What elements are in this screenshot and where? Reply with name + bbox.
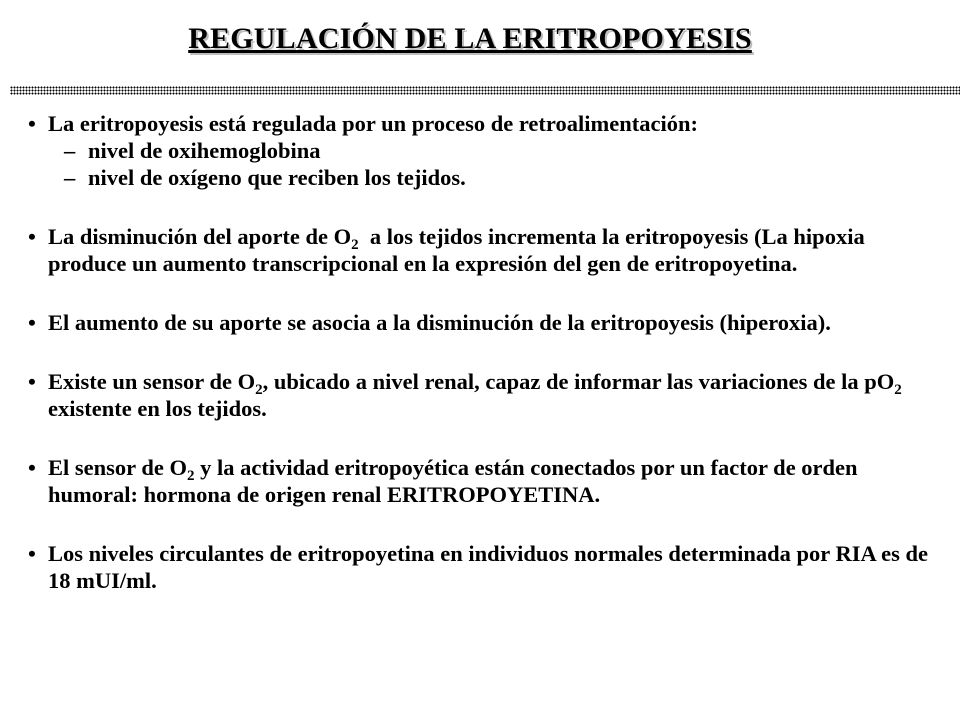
slide-title: REGULACIÓN DE LA ERITROPOYESIS [188, 22, 752, 55]
subscript: 2 [255, 382, 263, 398]
bullet-text-pre: La disminución del aporte de O [48, 224, 352, 249]
sub-item-oxygen [28, 164, 948, 191]
bullet-item-sensor [28, 368, 948, 422]
bullet-text-post: a los tejidos incrementa la eritropoyesis (La hipoxia produce un aumento transcripcional en la expresión del gen de eritropoyetina. [48, 224, 871, 276]
bullet-item-regulation [28, 110, 948, 137]
bullet-text: La eritropoyesis está regulada por un proceso de retroalimentación: [48, 111, 698, 136]
sub-item-oxyhemoglobin [28, 137, 948, 164]
bullet-icon: • [28, 111, 36, 136]
bullet-text: El aumento de su aporte se asocia a la disminución de la eritropoyesis (hiperoxia). [48, 310, 831, 335]
bullet-text-post: y la actividad eritropoyética están conectados por un factor de orden humoral: hormona de origen renal ERITROPOYETINA. [48, 455, 858, 507]
bullet-text-mid: , ubicado a nivel renal, capaz de informar las variaciones de la pO [262, 369, 895, 394]
subscript: 2 [351, 237, 359, 253]
subscript: 2 [894, 382, 902, 398]
bullet-icon: • [28, 455, 36, 480]
bullet-icon: • [28, 310, 36, 335]
bullet-text-pre: El sensor de O [48, 455, 187, 480]
bullet-text-post: existente en los tejidos. [48, 369, 914, 421]
bullet-item-hypoxia [28, 223, 948, 277]
bullet-text: Los niveles circulantes de eritropoyetina en individuos normales determinada por RIA es de 18 mUI/ml. [48, 541, 929, 593]
dotted-divider [10, 86, 960, 95]
bullet-icon: • [28, 224, 36, 249]
sub-item-text: nivel de oxihemoglobina [88, 138, 321, 163]
subscript: 2 [186, 468, 195, 484]
bullet-icon: • [28, 369, 36, 394]
bullet-list [28, 110, 948, 594]
bullet-icon: • [28, 541, 36, 566]
bullet-item-humoral-factor [28, 454, 948, 508]
sub-item-text: nivel de oxígeno que reciben los tejidos. [88, 165, 466, 190]
bullet-item-circulating-levels [28, 540, 948, 594]
dash-icon: – [64, 165, 76, 190]
bullet-text-pre: Existe un sensor de O [48, 369, 256, 394]
bullet-item-hyperoxia [28, 309, 948, 336]
dash-icon: – [64, 138, 76, 163]
